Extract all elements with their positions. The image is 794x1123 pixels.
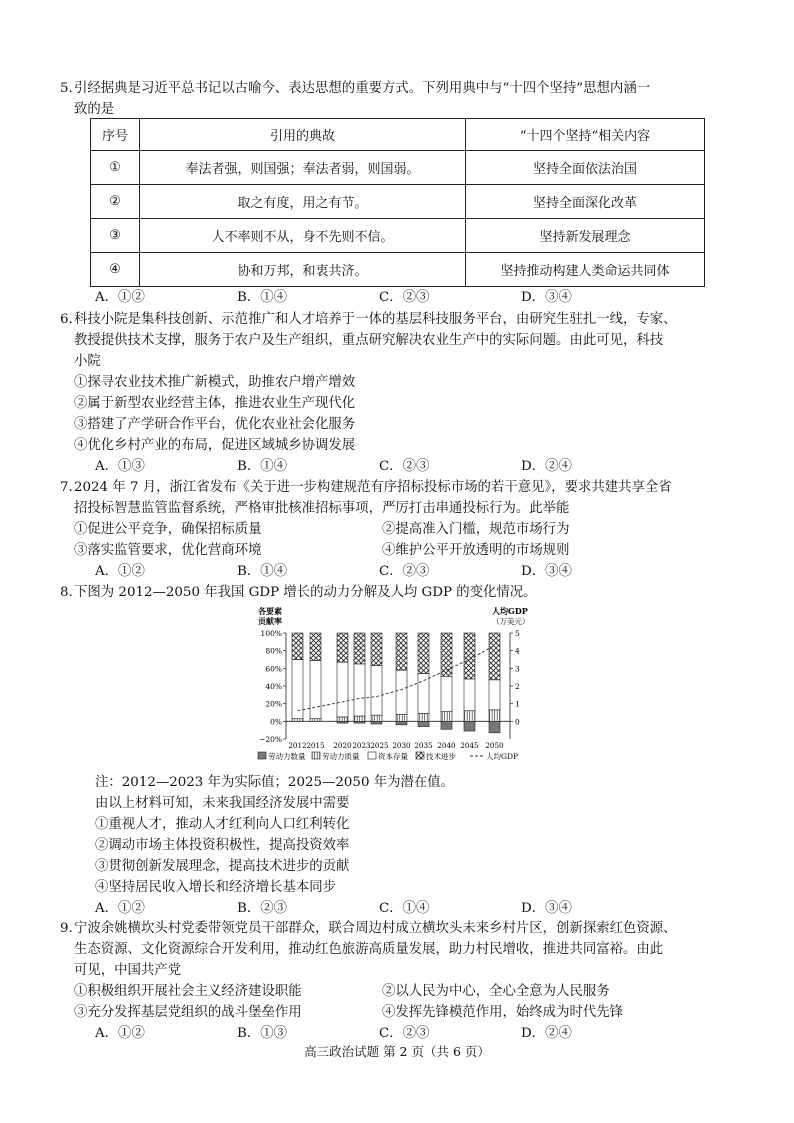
bar-labor-quality (418, 713, 429, 721)
table-cell: 奉法者强，则国强；奉法者弱，则国弱。 (140, 151, 466, 185)
bar-technology (489, 633, 500, 680)
bar-labor-quality (310, 719, 321, 722)
bar-capital (418, 674, 429, 714)
question-number: 6. (60, 312, 73, 327)
legend-labor-quantity-swatch (258, 752, 266, 759)
option-b[interactable]: B．①④ (237, 290, 288, 305)
y2-tick-label: 1 (515, 699, 520, 709)
legend-labor-quality: 劳动力质量 (322, 752, 360, 761)
table-cell: 坚持全面依法治国 (466, 151, 705, 185)
statement-item: ④维护公平开放透明的市场规则 (382, 543, 570, 558)
statement-item: ③充分发挥基层党组织的战斗堡垒作用 (74, 1005, 302, 1020)
legend-technology: 技术进步 (426, 752, 456, 761)
option-d[interactable]: D．③④ (521, 290, 572, 305)
table-header: “十四个坚持“相关内容 (466, 119, 705, 151)
bar-technology (371, 633, 382, 666)
x-tick-label: 2050 (485, 741, 504, 750)
bar-labor-quality (371, 715, 382, 721)
bar-labor-quality (354, 716, 365, 721)
left-axis-title: 贡献率 (258, 616, 282, 626)
bar-labor-quantity (441, 721, 452, 729)
y2-tick-label: 5 (515, 629, 520, 638)
question-number: 8. (60, 585, 73, 600)
option-a[interactable]: A．①② (95, 290, 145, 305)
question-8-rest (95, 772, 743, 919)
question-stem: 引经据典是习近平总书记以古喻今、表达思想的重要方式。下列用典中与“十四个坚持”思想内涵一 (74, 81, 651, 96)
bar-technology (396, 633, 407, 670)
table-cell: 坚持新发展理念 (466, 219, 705, 253)
bar-labor-quantity (464, 721, 475, 731)
y2-tick-label: 4 (515, 646, 520, 656)
table-cell: 坚持推动构建人类命运共同体 (466, 253, 705, 287)
table-cell: 坚持全面深化改革 (466, 185, 705, 219)
y-tick-label: 40% (265, 682, 282, 691)
bar-labor-quantity (396, 721, 407, 725)
y-tick-label: 60% (265, 664, 282, 674)
x-tick-label: 2012 (288, 741, 307, 750)
statement-item: ③落实监管要求，优化营商环境 (74, 543, 262, 558)
question-stem: 下图为 2012—2050 年我国 GDP 增长的动力分解及人均 GDP 的变化情况。 (74, 585, 537, 600)
x-tick-label: 2023 (352, 741, 371, 750)
y-tick-label: −20% (259, 735, 282, 744)
statement-item: ③搭建了产学研合作平台，优化农业社会化服务 (74, 417, 356, 432)
bar-capital (396, 670, 407, 714)
bar-capital (310, 660, 321, 718)
bar-labor-quality (396, 714, 407, 721)
option-d[interactable]: D．②④ (521, 459, 572, 474)
statement-item: ②调动市场主体投资积极性，提高投资效率 (95, 838, 350, 853)
question-5 (60, 78, 722, 120)
table-cell: ④ (91, 253, 140, 287)
statement-item: ①积极组织开展社会主义经济建设职能 (74, 984, 302, 999)
table-cell: ② (91, 185, 140, 219)
legend-technology-swatch (416, 752, 424, 759)
question-stem: 致的是 (74, 102, 115, 117)
x-tick-label: 2045 (460, 741, 479, 750)
question-9 (60, 918, 722, 1044)
options-5 (95, 287, 743, 308)
bar-capital (354, 664, 365, 716)
statement-item: ④发挥先锋模范作用，始终成为时代先锋 (382, 1005, 624, 1020)
statement-item: ①促进公平竞争，确保招标质量 (74, 522, 262, 537)
option-c[interactable]: C．②③ (379, 459, 430, 474)
bar-labor-quality (464, 711, 475, 722)
bar-capital (489, 680, 500, 710)
question-number: 9. (60, 921, 73, 936)
statement-item: ②以人民为中心，全心全意为人民服务 (382, 984, 610, 999)
option-a[interactable]: A．①③ (95, 459, 145, 474)
question-number: 5. (60, 81, 73, 96)
question-stem: 可见，中国共产党 (74, 963, 182, 978)
option-a[interactable]: A．①② (95, 901, 145, 916)
bar-capital (292, 660, 303, 719)
x-tick-label: 2030 (392, 741, 411, 750)
table-cell: 协和万邦，和衷共济。 (140, 253, 466, 287)
statement-item: ②属于新型农业经营主体，推进农业生产现代化 (74, 396, 356, 411)
bar-technology (337, 633, 348, 662)
bar-technology (310, 633, 321, 660)
bar-labor-quality (441, 712, 452, 722)
option-c[interactable]: C．①④ (379, 901, 430, 916)
question-number: 7. (60, 480, 73, 495)
bar-labor-quantity (371, 721, 382, 724)
question-stem: 科技小院是集科技创新、示范推广和人才培养于一体的基层科技服务平台，由研究生驻扎一线，专家、 (74, 312, 677, 327)
legend-labor-quality-swatch (312, 752, 320, 759)
citation-table (90, 118, 705, 287)
table-row (91, 185, 705, 219)
statement-item: ③贯彻创新发展理念，提高技术进步的贡献 (95, 859, 350, 874)
bar-labor-quality (337, 717, 348, 721)
table-row (91, 219, 705, 253)
chart-note: 注：2012—2023 年为实际值；2025—2050 年为潜在值。 (95, 775, 455, 790)
y-tick-label: 80% (265, 646, 282, 656)
option-d[interactable]: D．③④ (521, 564, 572, 579)
table-cell: 人不率则不从，身不先则不信。 (140, 219, 466, 253)
statement-item: ①探寻农业技术推广新模式，助推农户增产增效 (74, 375, 356, 390)
option-c[interactable]: C．②③ (379, 1026, 430, 1041)
question-stem: 生态资源、文化资源综合开发利用，推动红色旅游高质量发展，助力村民增收，推进共同富裕。由此 (74, 942, 664, 957)
question-stem: 宁波余姚横坎头村党委带领党员干部群众，联合周边村成立横坎头未来乡村片区，创新探索红色资源、 (74, 921, 677, 936)
y-tick-label: 20% (265, 699, 282, 709)
option-b[interactable]: B．②③ (237, 901, 288, 916)
x-tick-label: 2015 (306, 741, 325, 750)
y2-tick-label: 0 (515, 717, 520, 727)
right-axis-title: （万美元） (492, 617, 530, 626)
bar-technology (292, 633, 303, 660)
bar-labor-quality (489, 710, 500, 721)
legend-labor-quantity: 劳动力数量 (268, 752, 306, 761)
bar-capital (337, 662, 348, 717)
statement-item: ④优化乡村产业的布局，促进区域城乡协调发展 (74, 438, 356, 453)
table-row (91, 151, 705, 185)
gdp-chart (256, 603, 546, 771)
left-axis-title: 各要素 (258, 606, 282, 616)
bar-capital (371, 666, 382, 715)
y-tick-label: 100% (260, 629, 282, 638)
question-stem: 招投标智慧监管监督系统，严格审批核准招标事项，严厉打击串通投标行为。此举能 (74, 501, 570, 516)
x-tick-label: 2025 (370, 741, 389, 750)
y2-tick-label: 2 (515, 682, 520, 691)
bar-labor-quality (292, 719, 303, 722)
statement-item: ④坚持居民收入增长和经济增长基本同步 (95, 880, 337, 895)
question-stem: 由以上材料可知，未来我国经济发展中需要 (95, 796, 350, 811)
question-6 (60, 309, 722, 477)
option-b[interactable]: B．①④ (237, 459, 288, 474)
bar-technology (354, 633, 365, 664)
y-tick-label: 0% (270, 717, 282, 727)
option-b[interactable]: B．①④ (237, 564, 288, 579)
question-7 (60, 477, 722, 582)
bar-technology (418, 633, 429, 674)
table-cell: ① (91, 151, 140, 185)
question-8 (60, 582, 722, 603)
bar-technology (464, 633, 475, 679)
option-b[interactable]: B．①③ (237, 1026, 288, 1041)
x-tick-label: 2040 (437, 741, 456, 750)
bar-capital (464, 679, 475, 711)
option-d[interactable]: D．②④ (521, 1026, 572, 1041)
bar-capital (441, 676, 452, 711)
bar-labor-quantity (489, 721, 500, 732)
page-footer: 高三政治试题 第 2 页（共 6 页） (304, 1044, 490, 1059)
question-stem: 教授提供技术支撑，服务于农户及生产组织，重点研究解决农业生产中的实际问题。由此可见，科技 (74, 333, 664, 348)
legend-gdp: 人均GDP (486, 752, 519, 761)
legend-capital: 资本存量 (378, 752, 408, 761)
option-d[interactable]: D．③④ (521, 901, 572, 916)
table-cell: 取之有度，用之有节。 (140, 185, 466, 219)
x-tick-label: 2035 (414, 741, 433, 750)
bar-labor-quantity (418, 721, 429, 726)
right-axis-title: 人均GDP (492, 606, 528, 616)
table-header: 引用的典故 (140, 119, 466, 151)
option-a[interactable]: A．①② (95, 1026, 145, 1041)
option-a[interactable]: A．①② (95, 564, 145, 579)
legend-capital-swatch (368, 752, 376, 759)
option-c[interactable]: C．②③ (379, 564, 430, 579)
table-header: 序号 (91, 119, 140, 151)
y2-tick-label: 3 (515, 664, 520, 674)
table-cell: ③ (91, 219, 140, 253)
x-tick-label: 2020 (333, 741, 352, 750)
question-stem: 2024 年 7 月，浙江省发布《关于进一步构建规范有序招标投标市场的若干意见》，要求共建共享全省 (74, 480, 672, 495)
table-row (91, 253, 705, 287)
statement-item: ①重视人才，推动人才红利向人口红利转化 (95, 817, 350, 832)
question-stem: 小院 (74, 354, 101, 369)
statement-item: ②提高准入门槛，规范市场行为 (382, 522, 570, 537)
option-c[interactable]: C．②③ (379, 290, 430, 305)
